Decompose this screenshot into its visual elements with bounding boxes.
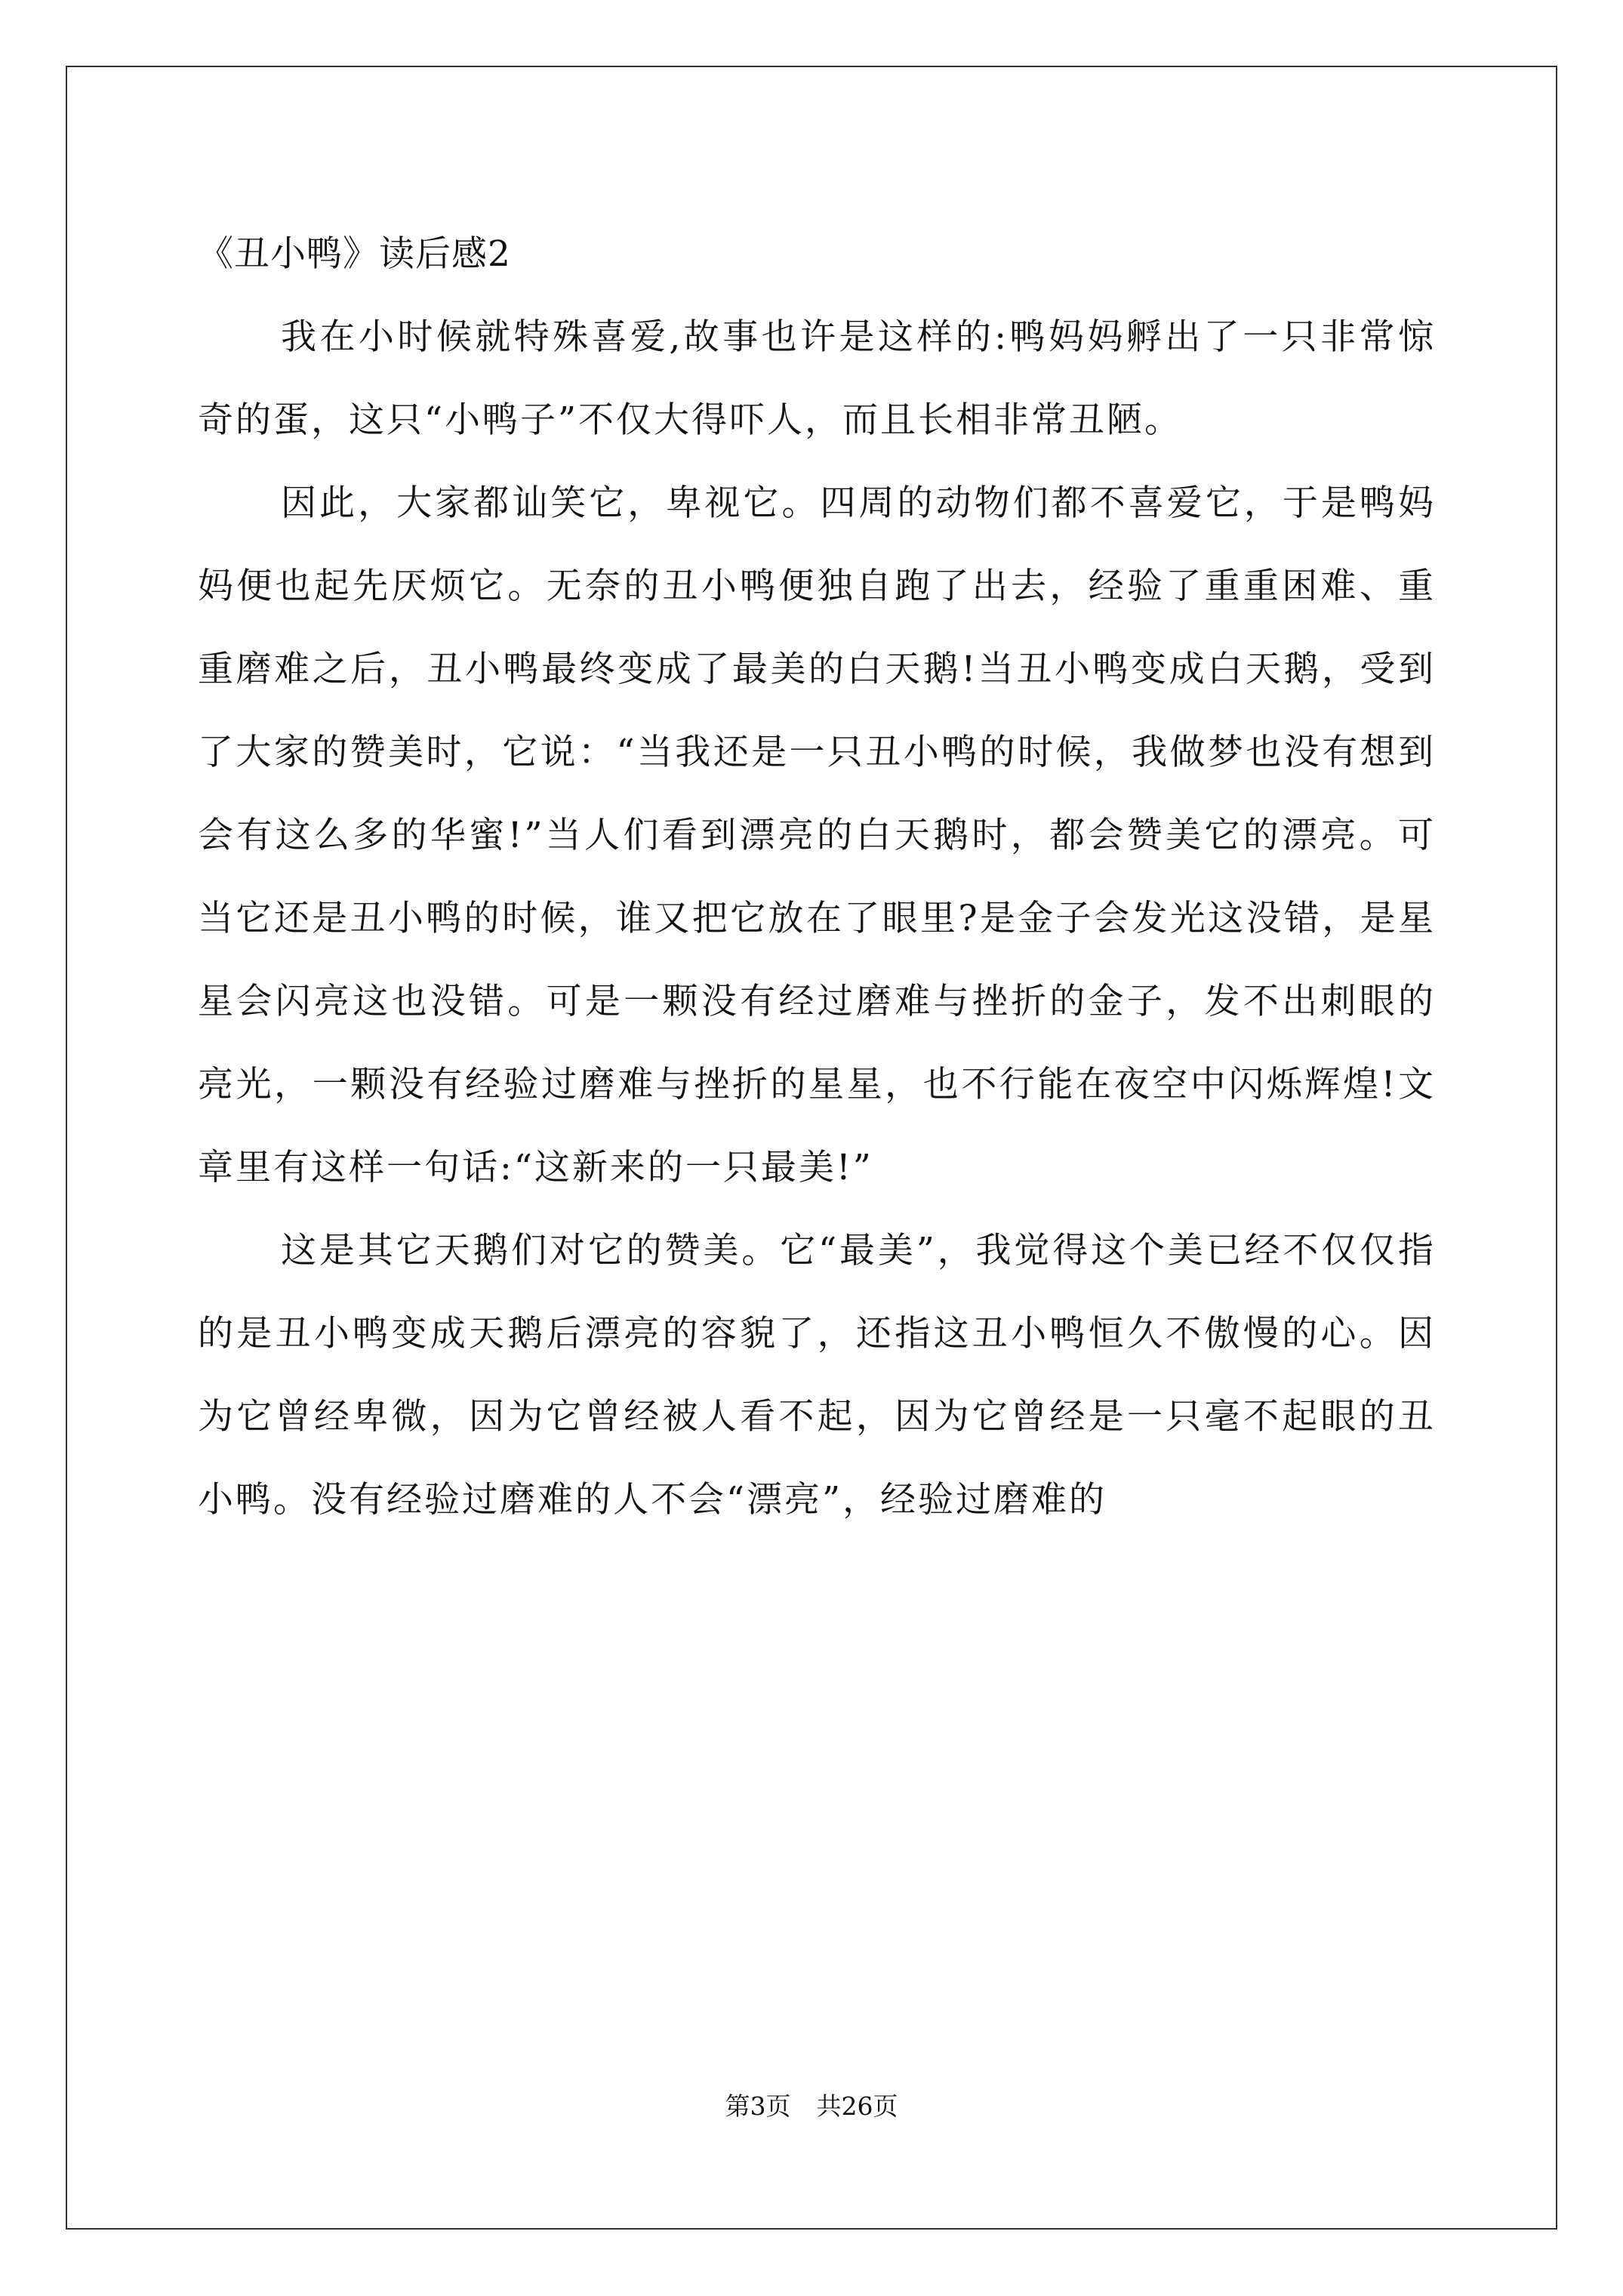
paragraph-2: 因此，大家都讪笑它，卑视它。四周的动物们都不喜爱它，于是鸭妈妈便也起先厌烦它。无奈的丑小鸭便独自跑了出去，经验了重重困难、重重磨难之后，丑小鸭最终变成了最美的白天鹅!当丑小鸭变成白天鹅，受到了大家的赞美时，它说：“当我还是一只丑小鸭的时候，我做梦也没有想到会有这么多的华蜜!”当人们看到漂亮的白天鹅时，都会赞美它的漂亮。可当它还是丑小鸭的时候，谁又把它放在了眼里?是金子会发光这没错，是星星会闪亮这也没错。可是一颗没有经过磨难与挫折的金子，发不出刺眼的亮光，一颗没有经验过磨难与挫折的星星，也不行能在夜空中闪烁辉煌!文章里有这样一句话:“这新来的一只最美!” [198, 482, 1436, 1188]
page-total: 共26页 [816, 2091, 898, 2121]
page-footer [0, 2091, 1623, 2122]
paragraph-1: 我在小时候就特殊喜爱,故事也许是这样的:鸭妈妈孵出了一只非常惊奇的蛋，这只“小鸭子”不仅大得吓人，而且长相非常丑陋。 [198, 316, 1436, 441]
document-body [198, 213, 1436, 1542]
paragraph-3: 这是其它天鹅们对它的赞美。它“最美”，我觉得这个美已经不仅仅指的是丑小鸭变成天鹅后漂亮的容貌了，还指这丑小鸭恒久不傲慢的心。因为它曾经卑微，因为它曾经被人看不起，因为它曾经是一只毫不起眼的丑小鸭。没有经验过磨难的人不会“漂亮”，经验过磨难的 [198, 1230, 1436, 1521]
document-title: 《丑小鸭》读后感2 [198, 233, 511, 275]
page-number: 第3页 [725, 2091, 791, 2121]
